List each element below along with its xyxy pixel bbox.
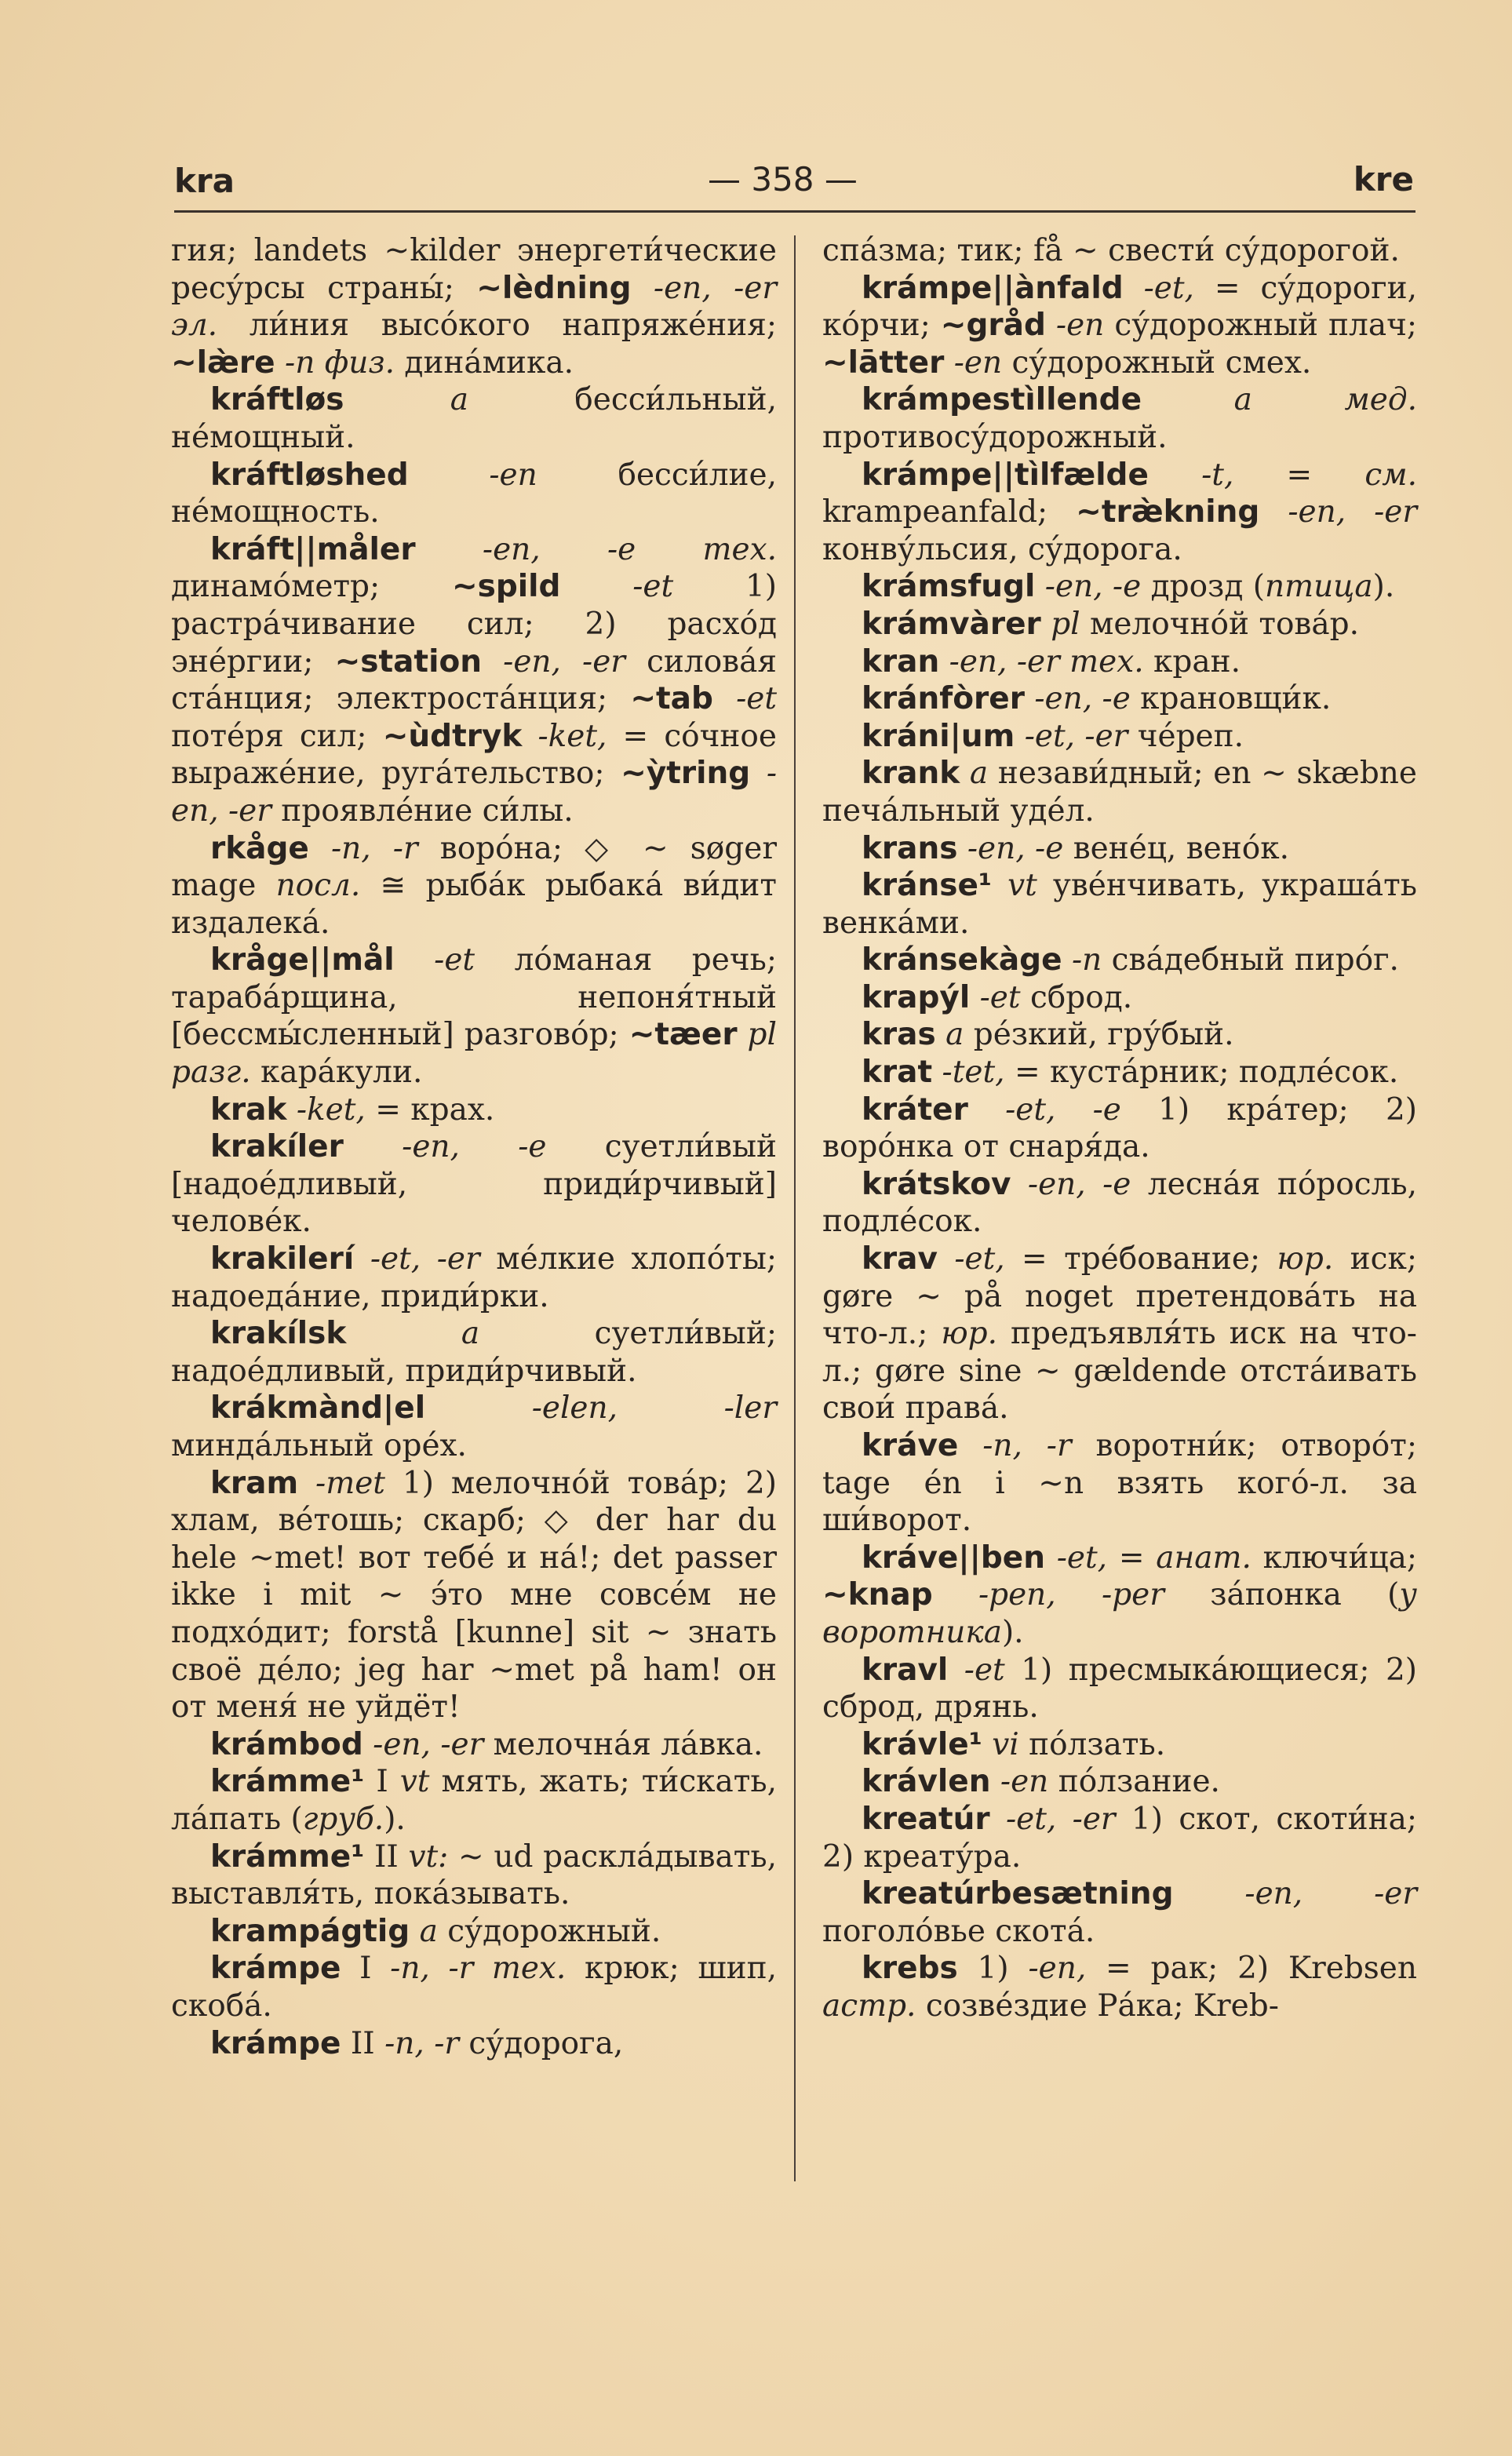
entry-text: [970, 980, 979, 1015]
grammar-note: у воротника: [822, 1577, 1417, 1650]
grammar-note: -en: [953, 344, 1003, 381]
headword: krámpe||tìlfælde: [862, 457, 1149, 493]
entry-text: су́дорога,: [459, 2025, 624, 2061]
entry-text: krampeanfald;: [822, 494, 1077, 530]
grammar-note: pl разг.: [171, 1017, 777, 1091]
entry-text: созве́здие Ра́ка; Kreb-: [916, 1988, 1279, 2024]
entry-text: ≅ рыба́к рыбака́ ви́дит издалека́.: [171, 868, 777, 941]
grammar-note: -met: [315, 1465, 385, 1501]
entry-text: [713, 681, 736, 716]
dictionary-entry: [822, 606, 1417, 643]
dictionary-entry: [822, 568, 1417, 606]
dictionary-entry: [171, 531, 777, 830]
entry-text: [522, 719, 537, 754]
entry-text: ).: [384, 1801, 406, 1837]
entry-text: II: [364, 1838, 409, 1875]
grammar-note: -ket,: [537, 718, 607, 754]
entry-text: [560, 569, 632, 604]
headword: kráftløs: [210, 382, 344, 418]
headword: krampágtig: [210, 1913, 410, 1949]
grammar-note: юр.: [941, 1316, 998, 1352]
entry-text: [1045, 1540, 1057, 1576]
headword: kram: [210, 1465, 299, 1501]
grammar-note: -ket,: [296, 1091, 366, 1128]
entry-text: 1) пресмыка́ющиеся; 2) сброд, дрянь.: [822, 1652, 1417, 1725]
dictionary-entry: [171, 830, 777, 942]
dictionary-entry: [171, 1763, 777, 1838]
grammar-note: -et: [964, 1652, 1005, 1688]
entry-text: крановщи́к.: [1130, 681, 1332, 717]
entry-text: суетли́вый; надое́дливый, приди́рчивый.: [171, 1316, 777, 1389]
grammar-note: -et,: [1143, 270, 1194, 306]
headword: kras: [862, 1017, 936, 1053]
dictionary-entry: [822, 1726, 1417, 1764]
grammar-note: -et: [979, 979, 1021, 1015]
dictionary-entry: [822, 1763, 1417, 1801]
dictionary-entry: [171, 457, 777, 531]
dictionary-entry: [822, 867, 1417, 942]
entry-text: [960, 756, 970, 791]
entry-text: I: [364, 1764, 400, 1800]
entry-text: иск; gøre ~ på noget претендова́ть на что-л.;: [822, 1241, 1417, 1352]
grammar-note: -n физ.: [285, 344, 395, 381]
entry-text: [286, 1092, 296, 1128]
entry-text: сва́дебный пиро́г.: [1102, 942, 1399, 978]
grammar-note: vt: [1007, 868, 1037, 904]
entry-text: проявле́ние си́лы.: [271, 793, 574, 829]
entry-text: дрозд (: [1141, 569, 1265, 605]
grammar-note: a: [419, 1913, 438, 1949]
headword: krátskov: [862, 1166, 1011, 1202]
grammar-note: -en, -er эл.: [171, 270, 777, 344]
entry-text: поте́ря сил;: [171, 718, 383, 754]
entry-text: [738, 1017, 748, 1052]
entry-text: [936, 1017, 945, 1052]
headword: krapýl: [862, 979, 971, 1015]
entry-text: [1149, 457, 1201, 493]
headword: kráft||måler: [210, 531, 416, 567]
entry-text: противосу́дорожный.: [822, 419, 1168, 455]
entry-text: [750, 756, 767, 791]
entry-text: ключи́ца;: [1251, 1540, 1417, 1576]
entry-text: [968, 1092, 1005, 1128]
entry-text: минда́льный оре́х.: [171, 1428, 467, 1463]
headword: ~lèdning: [476, 270, 632, 306]
headword: krak: [210, 1091, 287, 1128]
entry-text: [410, 1914, 419, 1949]
entry-text: [933, 1577, 978, 1612]
entry-text: [632, 271, 654, 306]
headword: kránsekàge: [862, 942, 1062, 978]
entry-text: [309, 831, 331, 866]
entry-text: лесна́я по́росль, подле́сок.: [822, 1166, 1417, 1240]
dictionary-entry: [171, 1465, 777, 1726]
entry-text: су́дорожный.: [437, 1913, 661, 1949]
entry-text: сброд.: [1020, 979, 1133, 1015]
grammar-note: -et, -e: [1005, 1091, 1121, 1128]
grammar-note: -n, -r тех.: [390, 1951, 567, 1987]
headword: krat: [862, 1055, 933, 1091]
entry-text: [1124, 271, 1144, 306]
grammar-note: -n, -r: [982, 1428, 1072, 1463]
dictionary-entry: [822, 1540, 1417, 1652]
grammar-note: -pen, -per: [978, 1577, 1164, 1613]
dictionary-entry: [171, 1838, 777, 1913]
headword: kráni|um: [862, 718, 1015, 754]
entry-text: [992, 868, 1007, 903]
grammar-note: -en: [1055, 308, 1105, 344]
headword: kreatúrbesætning: [862, 1876, 1174, 1912]
dictionary-entry: [822, 232, 1417, 270]
grammar-note: -en: [1000, 1764, 1049, 1800]
entry-text: =: [1107, 1540, 1157, 1576]
entry-text: силова́я ста́нция; электроста́нция;: [171, 643, 777, 717]
grammar-note: a: [945, 1017, 964, 1053]
entry-text: кран.: [1143, 643, 1241, 680]
headword: ~læ̀re: [171, 344, 275, 381]
dictionary-entry: [822, 457, 1417, 569]
entry-text: кара́кули.: [250, 1055, 423, 1091]
entry-text: [482, 644, 503, 680]
dictionary-entry: [822, 381, 1417, 456]
grammar-note: -elen, -ler: [531, 1390, 777, 1427]
dictionary-entry: [822, 1166, 1417, 1241]
headword: kráve||ben: [862, 1540, 1045, 1576]
dictionary-entry: [171, 1241, 777, 1315]
grammar-note: a мед.: [1233, 382, 1417, 418]
left-column: [171, 232, 777, 2062]
dictionary-entry: [171, 1950, 777, 2024]
grammar-note: a: [461, 1316, 480, 1352]
entry-text: динамо́метр;: [171, 569, 452, 605]
headword: kravl: [862, 1652, 949, 1688]
entry-text: 1) растра́чивание сил; 2) расхо́д эне́ргии;: [171, 569, 777, 680]
headword: krans: [862, 830, 958, 866]
grammar-note: -t,: [1201, 457, 1234, 493]
entry-text: [1015, 719, 1024, 754]
dictionary-entry: [171, 1128, 777, 1241]
entry-text: =: [1233, 457, 1365, 493]
headword: kráter: [862, 1091, 968, 1128]
entry-text: [344, 1129, 402, 1164]
grammar-note: -en, -er: [1288, 494, 1417, 530]
grammar-note: -n, -r: [384, 2025, 460, 2061]
headword: rkåge: [210, 830, 309, 866]
entry-text: ли́ния высо́кого напряже́ния;: [217, 308, 777, 344]
dictionary-entry: [171, 1913, 777, 1951]
entry-text: мелочно́й това́р.: [1080, 606, 1359, 642]
grammar-note: a: [969, 756, 989, 792]
entry-text: = тре́бование;: [1004, 1241, 1277, 1277]
entry-text: [354, 1241, 370, 1277]
entry-text: [409, 457, 490, 493]
header-right-guide-word: kre: [1353, 160, 1414, 199]
entry-text: [416, 532, 483, 567]
entry-text: [1046, 308, 1056, 343]
dictionary-entry: [171, 232, 777, 381]
grammar-note: -en, -er: [171, 756, 778, 829]
header-rule: [174, 210, 1415, 213]
headword: krávle¹: [862, 1726, 982, 1762]
headword: ~tab: [630, 681, 713, 717]
dictionary-entry: [822, 1801, 1417, 1875]
headword: kráftløshed: [210, 457, 409, 493]
grammar-note: посл.: [275, 868, 361, 904]
entry-text: [1062, 942, 1072, 978]
headword: ~tæer: [628, 1017, 738, 1053]
entry-text: по́лзать.: [1018, 1726, 1166, 1762]
dictionary-entry: [171, 1390, 777, 1464]
entry-text: дина́мика.: [395, 344, 574, 381]
grammar-note: -en, -er: [1244, 1876, 1417, 1912]
grammar-note: см.: [1364, 457, 1417, 493]
entry-text: [939, 644, 949, 680]
headword: ~træ̀kning: [1076, 494, 1260, 530]
headword: krámpe: [210, 2025, 341, 2061]
entry-text: [1041, 607, 1051, 642]
entry-text: [1011, 1167, 1027, 1202]
dictionary-entry: [822, 979, 1417, 1017]
entry-text: = со́чное выраже́ние, руга́тельство;: [171, 718, 777, 792]
headword: krákmànd|el: [210, 1390, 426, 1427]
grammar-note: -en, -er тех.: [949, 643, 1144, 680]
dictionary-entry: [822, 643, 1417, 681]
dictionary-entry: [822, 755, 1417, 829]
entry-text: уве́нчивать, украша́ть венка́ми.: [822, 868, 1417, 941]
entry-text: [938, 1241, 954, 1277]
entry-text: [990, 1802, 1006, 1837]
entry-text: [395, 942, 435, 978]
entry-text: за́понка (: [1164, 1577, 1400, 1613]
page-header: [174, 154, 1414, 209]
headword: kránse¹: [862, 868, 992, 904]
entry-text: [275, 345, 285, 381]
entry-text: че́реп.: [1128, 718, 1244, 754]
headword: krakílsk: [210, 1316, 347, 1352]
dictionary-entry: [171, 1726, 777, 1764]
entry-text: [346, 1316, 461, 1351]
dictionary-entry: [822, 1875, 1417, 1950]
header-left-guide-word: kra: [174, 162, 235, 200]
entry-text: предъявля́ть иск на что-л.; gøre sine ~ gældende отста́ивать свои́ права́.: [822, 1316, 1417, 1427]
grammar-note: -et, -er: [1024, 718, 1128, 754]
dictionary-entry: [822, 1427, 1417, 1540]
grammar-note: -en, -e: [967, 830, 1064, 866]
headword: krámsfugl: [862, 569, 1036, 605]
headword: krank: [862, 756, 960, 792]
entry-text: ).: [1001, 1614, 1024, 1650]
headword: ~gråd: [940, 308, 1046, 344]
dictionary-entry: [171, 942, 777, 1091]
dictionary-entry: [822, 1016, 1417, 1054]
headword: krámpe||ànfald: [862, 270, 1124, 306]
entry-text: 1) кра́тер; 2) воро́нка от снаря́да.: [822, 1091, 1417, 1165]
headword: krámbod: [210, 1726, 363, 1762]
entry-text: су́дорожный смех.: [1002, 344, 1312, 381]
entry-text: [932, 1055, 942, 1090]
grammar-note: -et: [736, 681, 777, 717]
headword: krakíler: [210, 1129, 344, 1165]
entry-text: = су́дороги, ко́рчи;: [822, 270, 1417, 344]
grammar-note: анат.: [1156, 1540, 1251, 1576]
dictionary-entry: [822, 1054, 1417, 1091]
entry-text: бесси́льный, не́мощный.: [171, 382, 777, 455]
right-column: [822, 232, 1417, 2025]
headword: krebs: [862, 1951, 958, 1987]
grammar-note: pl: [1051, 606, 1080, 642]
grammar-note: астр.: [822, 1988, 916, 2024]
grammar-note: -en, -er: [373, 1726, 484, 1762]
grammar-note: птица: [1264, 569, 1373, 605]
entry-text: бесси́лие, не́мощность.: [171, 457, 777, 530]
entry-text: [1142, 382, 1234, 417]
headword: ~lātter: [822, 344, 945, 381]
grammar-note: -et, -er: [370, 1241, 480, 1277]
grammar-note: -en, -e: [1034, 681, 1131, 717]
headword: ~spild: [451, 569, 561, 605]
headword: krámme¹: [210, 1764, 365, 1800]
entry-text: [425, 1390, 532, 1426]
entry-text: воро́на; ◇ ~ søger mage: [171, 830, 777, 904]
dictionary-entry: [822, 1950, 1417, 2024]
entry-text: = крах.: [365, 1091, 495, 1128]
grammar-note: -et,: [954, 1241, 1005, 1277]
entry-text: суетли́вый [надое́дливый, приди́рчивый] челове́к.: [171, 1129, 777, 1240]
grammar-note: -en, -er: [503, 643, 625, 680]
column-divider: [794, 235, 796, 2181]
entry-text: по́лзание.: [1048, 1764, 1220, 1800]
entry-text: [982, 1727, 992, 1762]
entry-text: ~ ud раскла́дывать, выставля́ть, пока́зывать.: [171, 1838, 777, 1912]
headword: krav: [862, 1241, 938, 1277]
grammar-note: -et: [632, 569, 674, 605]
entry-text: [1035, 569, 1044, 604]
entry-text: мелочна́я ла́вка.: [483, 1726, 763, 1762]
entry-text: [957, 831, 967, 866]
headword: ~ỳtring: [621, 756, 751, 792]
dictionary-entry: [822, 680, 1417, 718]
dictionary-entry: [822, 830, 1417, 868]
grammar-note: -n, -r: [330, 830, 418, 866]
grammar-note: -et: [434, 942, 475, 978]
grammar-note: -et, -er: [1005, 1801, 1116, 1837]
headword: kránfòrer: [862, 681, 1025, 717]
entry-text: [1173, 1876, 1244, 1911]
entry-text: спа́зма; тик; få ~ свести́ су́дорогой.: [822, 233, 1400, 268]
entry-text: ).: [1372, 569, 1395, 605]
grammar-note: юр.: [1277, 1241, 1334, 1277]
headword: krávlen: [862, 1764, 991, 1800]
dictionary-entry: [171, 1091, 777, 1129]
dictionary-entry: [822, 942, 1417, 979]
dictionary-entry: [822, 270, 1417, 382]
entry-text: [958, 1428, 982, 1463]
entry-text: I: [341, 1951, 391, 1987]
grammar-note: -n: [1071, 942, 1102, 978]
entry-text: ме́лкие хлопо́ты; надоеда́ние, приди́рки.: [171, 1241, 777, 1314]
entry-text: [344, 382, 450, 417]
grammar-note: груб.: [302, 1801, 384, 1837]
entry-text: = рак; 2) Krebsen: [1086, 1951, 1418, 1987]
headword: krakilerí: [210, 1241, 355, 1277]
entry-text: 1) скот, скоти́на; 2) креату́ра.: [822, 1801, 1417, 1875]
dictionary-entry: [171, 2025, 777, 2063]
grammar-note: vt:: [408, 1838, 449, 1875]
headword: ~ùdtryk: [382, 718, 523, 754]
headword: krámvàrer: [862, 606, 1041, 642]
headword: kreatúr: [862, 1801, 990, 1837]
entry-text: конву́льсия, су́дорога.: [822, 531, 1182, 567]
grammar-note: -en: [489, 457, 537, 493]
entry-text: воротни́к; отворо́т; tage én i ~n взять кого́-л. за ши́ворот.: [822, 1428, 1417, 1539]
entry-text: крюк; шип, скоба́.: [171, 1951, 777, 2024]
entry-text: 1) мелочно́й това́р; 2) хлам, ве́тошь; скарб; ◇ der har du hele ~met! вот тебе́ и на́!; det passer ikke i mit ~ э́то мне совсе́м не подхо́дит; forstå [kunne] sit ~ знать своё де́ло; jeg har ~met på ham! он от меня́ не уйдёт!: [171, 1465, 777, 1725]
entry-text: II: [341, 2025, 385, 2061]
entry-text: [1259, 494, 1288, 530]
entry-text: [944, 345, 953, 381]
dictionary-entry: [822, 1652, 1417, 1726]
entry-text: [991, 1764, 1000, 1799]
dictionary-entry: [171, 381, 777, 456]
grammar-note: a: [450, 382, 469, 418]
headword: ~knap: [822, 1577, 933, 1613]
entry-text: мять, жать; ти́скать, ла́пать (: [171, 1764, 777, 1837]
grammar-note: vi: [992, 1726, 1019, 1762]
entry-text: = куста́рник; подле́сок.: [1004, 1055, 1399, 1091]
grammar-note: -en, -e тех.: [482, 531, 777, 567]
page-number: — 358 —: [708, 160, 858, 199]
entry-text: [1025, 681, 1034, 716]
entry-text: гия; landets ~kilder энергети́ческие ресу́рсы страны́;: [171, 233, 777, 306]
entry-text: су́дорожный плач;: [1104, 308, 1417, 344]
entry-text: поголо́вье скота́.: [822, 1913, 1095, 1949]
grammar-note: -en, -e: [1044, 569, 1142, 605]
dictionary-entry: [822, 718, 1417, 756]
dictionary-entry: [822, 1091, 1417, 1166]
entry-text: [363, 1727, 373, 1762]
headword: ~station: [334, 643, 482, 680]
entry-text: 1): [957, 1951, 1029, 1987]
entry-text: ре́зкий, гру́бый.: [964, 1017, 1234, 1053]
headword: krámpestìllende: [862, 382, 1142, 418]
grammar-note: -en, -e: [1027, 1166, 1131, 1202]
entry-text: незави́дный; en ~ skæbne печа́льный уде́л.: [822, 756, 1417, 829]
entry-text: [298, 1466, 315, 1501]
entry-text: [948, 1653, 964, 1688]
headword: kråge||mål: [210, 942, 395, 978]
headword: kran: [862, 643, 940, 680]
headword: krámpe: [210, 1951, 341, 1987]
entry-text: вене́ц, вено́к.: [1063, 830, 1289, 866]
dictionary-entry: [822, 1241, 1417, 1427]
grammar-note: -et,: [1056, 1540, 1108, 1576]
entry-text: ло́маная речь; тарабáрщина, непоня́тный [бессмы́сленный] разгово́р;: [171, 942, 777, 1053]
grammar-note: -en,: [1028, 1951, 1087, 1987]
grammar-note: vt: [399, 1764, 430, 1800]
grammar-note: -tet,: [942, 1055, 1005, 1091]
grammar-note: -en, -e: [402, 1129, 547, 1165]
headword: kráve: [862, 1428, 959, 1463]
dictionary-entry: [171, 1315, 777, 1390]
headword: krámme¹: [210, 1838, 365, 1875]
